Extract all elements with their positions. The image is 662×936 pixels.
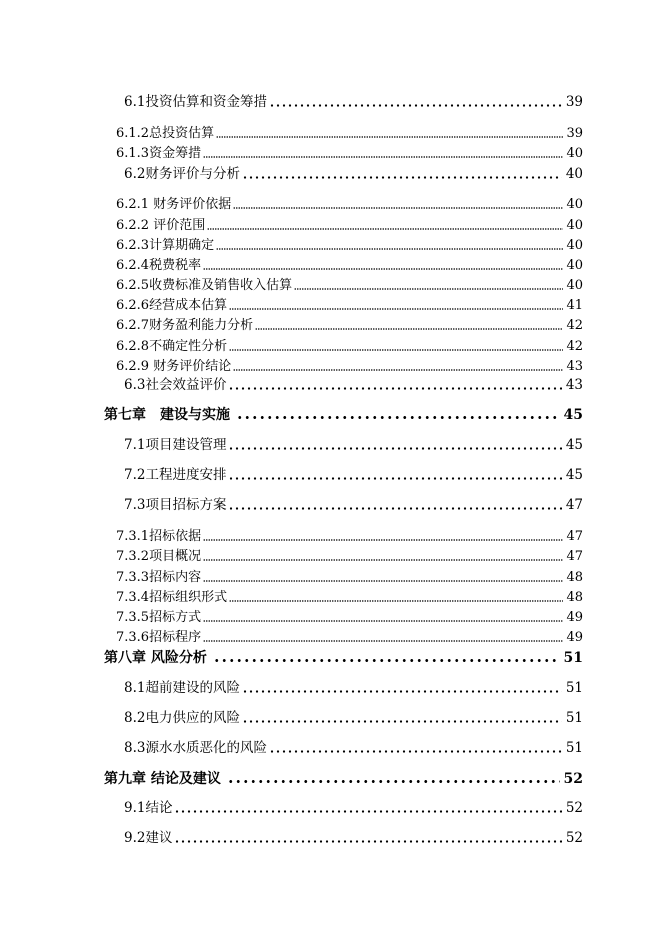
toc-entry-title: 8.1超前建设的风险: [124, 680, 240, 696]
dot-leader: [229, 600, 563, 602]
toc-entry-title: 6.1.2总投资估算: [116, 126, 215, 141]
dot-leader: [228, 387, 561, 390]
toc-entry[interactable]: [124, 682, 583, 696]
toc-entry-page-number: 40: [565, 166, 583, 182]
toc-entry[interactable]: [124, 742, 583, 756]
toc-entry-title: 6.3社会效益评价: [124, 377, 227, 393]
toc-entry-title: 6.2.4税费税率: [116, 258, 202, 273]
toc-entry[interactable]: [116, 239, 583, 252]
toc-entry-title: 6.2.9 财务评价结论: [116, 359, 232, 374]
toc-entry[interactable]: [116, 591, 583, 604]
dot-leader: [228, 507, 561, 510]
toc-entry-title: 7.3.5招标方式: [116, 610, 202, 625]
dot-leader: [213, 659, 560, 662]
toc-entry-page-number: 45: [565, 467, 583, 483]
dot-leader: [269, 750, 562, 753]
toc-entry-page-number: 45: [565, 437, 583, 453]
toc-entry-title: 第九章 结论及建议: [104, 771, 221, 787]
toc-entry[interactable]: [116, 550, 583, 563]
toc-entry[interactable]: [104, 772, 583, 786]
dot-leader: [242, 720, 562, 723]
toc-entry[interactable]: [124, 499, 583, 513]
dot-leader: [233, 369, 563, 371]
toc-entry-title: 6.1投资估算和资金筹措: [124, 94, 267, 110]
dot-leader: [227, 780, 560, 783]
toc-entry-page-number: 52: [565, 830, 583, 846]
toc-entry[interactable]: [104, 651, 583, 665]
dot-leader: [294, 288, 563, 290]
toc-entry-title: 7.3.2项目概况: [116, 549, 202, 564]
dot-leader: [203, 580, 563, 582]
toc-entry[interactable]: [116, 147, 583, 160]
dot-leader: [203, 268, 563, 270]
dot-leader: [216, 136, 563, 138]
toc-entry-title: 6.2.2 评价范围: [116, 218, 206, 233]
toc-entry[interactable]: [116, 340, 583, 353]
toc-entry[interactable]: [124, 712, 583, 726]
toc-entry[interactable]: [124, 379, 583, 393]
dot-leader: [269, 104, 562, 107]
dot-leader: [229, 308, 563, 310]
toc-entry-page-number: 47: [566, 549, 583, 564]
toc-entry-page-number: 48: [566, 590, 583, 605]
toc-entry[interactable]: [116, 571, 583, 584]
toc-entry-page-number: 51: [565, 680, 583, 696]
toc-entry[interactable]: [124, 469, 583, 483]
dot-leader: [207, 228, 563, 230]
toc-entry-page-number: 41: [566, 298, 583, 313]
toc-entry-page-number: 40: [566, 278, 583, 293]
toc-entry-title: 6.2.1 财务评价依据: [116, 197, 232, 212]
toc-entry[interactable]: [116, 127, 583, 140]
dot-leader: [174, 840, 561, 843]
toc-entry-title: 7.1项目建设管理: [124, 437, 227, 453]
dot-leader: [203, 640, 563, 642]
toc-entry-title: 7.3.6招标程序: [116, 630, 202, 645]
dot-leader: [229, 349, 563, 351]
dot-leader: [203, 156, 563, 158]
toc-entry-page-number: 40: [566, 218, 583, 233]
toc-entry-title: 6.2财务评价与分析: [124, 166, 240, 182]
dot-leader: [203, 620, 563, 622]
toc-entry-page-number: 42: [566, 339, 583, 354]
toc-entry-title: 7.3.1招标依据: [116, 529, 202, 544]
toc-entry-page-number: 52: [565, 800, 583, 816]
toc-entry-page-number: 39: [566, 126, 583, 141]
toc-entry-page-number: 40: [566, 146, 583, 161]
toc-entry[interactable]: [124, 832, 583, 846]
toc-entry-title: 7.3.3招标内容: [116, 570, 202, 585]
toc-entry-page-number: 51: [565, 710, 583, 726]
toc-entry-title: 第八章 风险分析: [104, 650, 207, 666]
toc-entry[interactable]: [116, 530, 583, 543]
toc-entry-page-number: 49: [566, 630, 583, 645]
toc-entry[interactable]: [116, 279, 583, 292]
toc-entry[interactable]: [116, 360, 583, 373]
toc-entry-title: 7.2工程进度安排: [124, 467, 227, 483]
toc-entry-title: 8.2电力供应的风险: [124, 710, 240, 726]
dot-leader: [255, 328, 563, 330]
toc-entry-page-number: 45: [563, 407, 583, 423]
toc-entry-page-number: 47: [566, 529, 583, 544]
dot-leader: [228, 477, 561, 480]
toc-entry[interactable]: [116, 219, 583, 232]
toc-entry-page-number: 40: [566, 197, 583, 212]
toc-entry[interactable]: [116, 631, 583, 644]
toc-entry-title: 6.2.6经营成本估算: [116, 298, 228, 313]
toc-entry-title: 8.3源水水质恶化的风险: [124, 740, 267, 756]
toc-entry-title: 6.2.8不确定性分析: [116, 339, 228, 354]
toc-entry[interactable]: [116, 319, 583, 332]
toc-entry[interactable]: [104, 408, 583, 422]
dot-leader: [203, 559, 563, 561]
toc-entry[interactable]: [116, 611, 583, 624]
dot-leader: [242, 690, 562, 693]
dot-leader: [228, 447, 561, 450]
toc-entry-title: 6.1.3资金筹措: [116, 146, 202, 161]
dot-leader: [233, 207, 563, 209]
toc-entry-page-number: 43: [566, 359, 583, 374]
toc-entry-page-number: 40: [566, 238, 583, 253]
toc-entry-title: 7.3项目招标方案: [124, 497, 227, 513]
toc-entry[interactable]: [116, 198, 583, 211]
toc-entry-title: 6.2.5收费标准及销售收入估算: [116, 278, 293, 293]
dot-leader: [236, 416, 560, 419]
toc-entry-title: 9.2建议: [124, 830, 173, 846]
toc-entry-page-number: 51: [563, 650, 583, 666]
toc-entry-page-number: 39: [565, 94, 583, 110]
dot-leader: [174, 810, 561, 813]
toc-entry[interactable]: [124, 96, 583, 110]
toc-entry[interactable]: [116, 299, 583, 312]
toc-entry-title: 9.1结论: [124, 800, 173, 816]
toc-entry-page-number: 47: [565, 497, 583, 513]
dot-leader: [216, 248, 563, 250]
toc-entry[interactable]: [116, 259, 583, 272]
dot-leader: [203, 539, 563, 541]
toc-entry-page-number: 48: [566, 570, 583, 585]
toc-entry[interactable]: [124, 168, 583, 182]
toc-entry-page-number: 51: [565, 740, 583, 756]
toc-entry-title: 7.3.4招标组织形式: [116, 590, 228, 605]
toc-entry-page-number: 42: [566, 318, 583, 333]
toc-entry[interactable]: [124, 802, 583, 816]
toc-entry-page-number: 40: [566, 258, 583, 273]
dot-leader: [242, 176, 562, 179]
toc-entry-page-number: 52: [563, 771, 583, 787]
toc-entry-title: 6.2.3计算期确定: [116, 238, 215, 253]
toc-entry-page-number: 43: [565, 377, 583, 393]
toc-entry-page-number: 49: [566, 610, 583, 625]
toc-entry-title: 6.2.7财务盈利能力分析: [116, 318, 254, 333]
toc-entry[interactable]: [124, 439, 583, 453]
toc-entry-title: 第七章 建设与实施: [104, 407, 230, 423]
